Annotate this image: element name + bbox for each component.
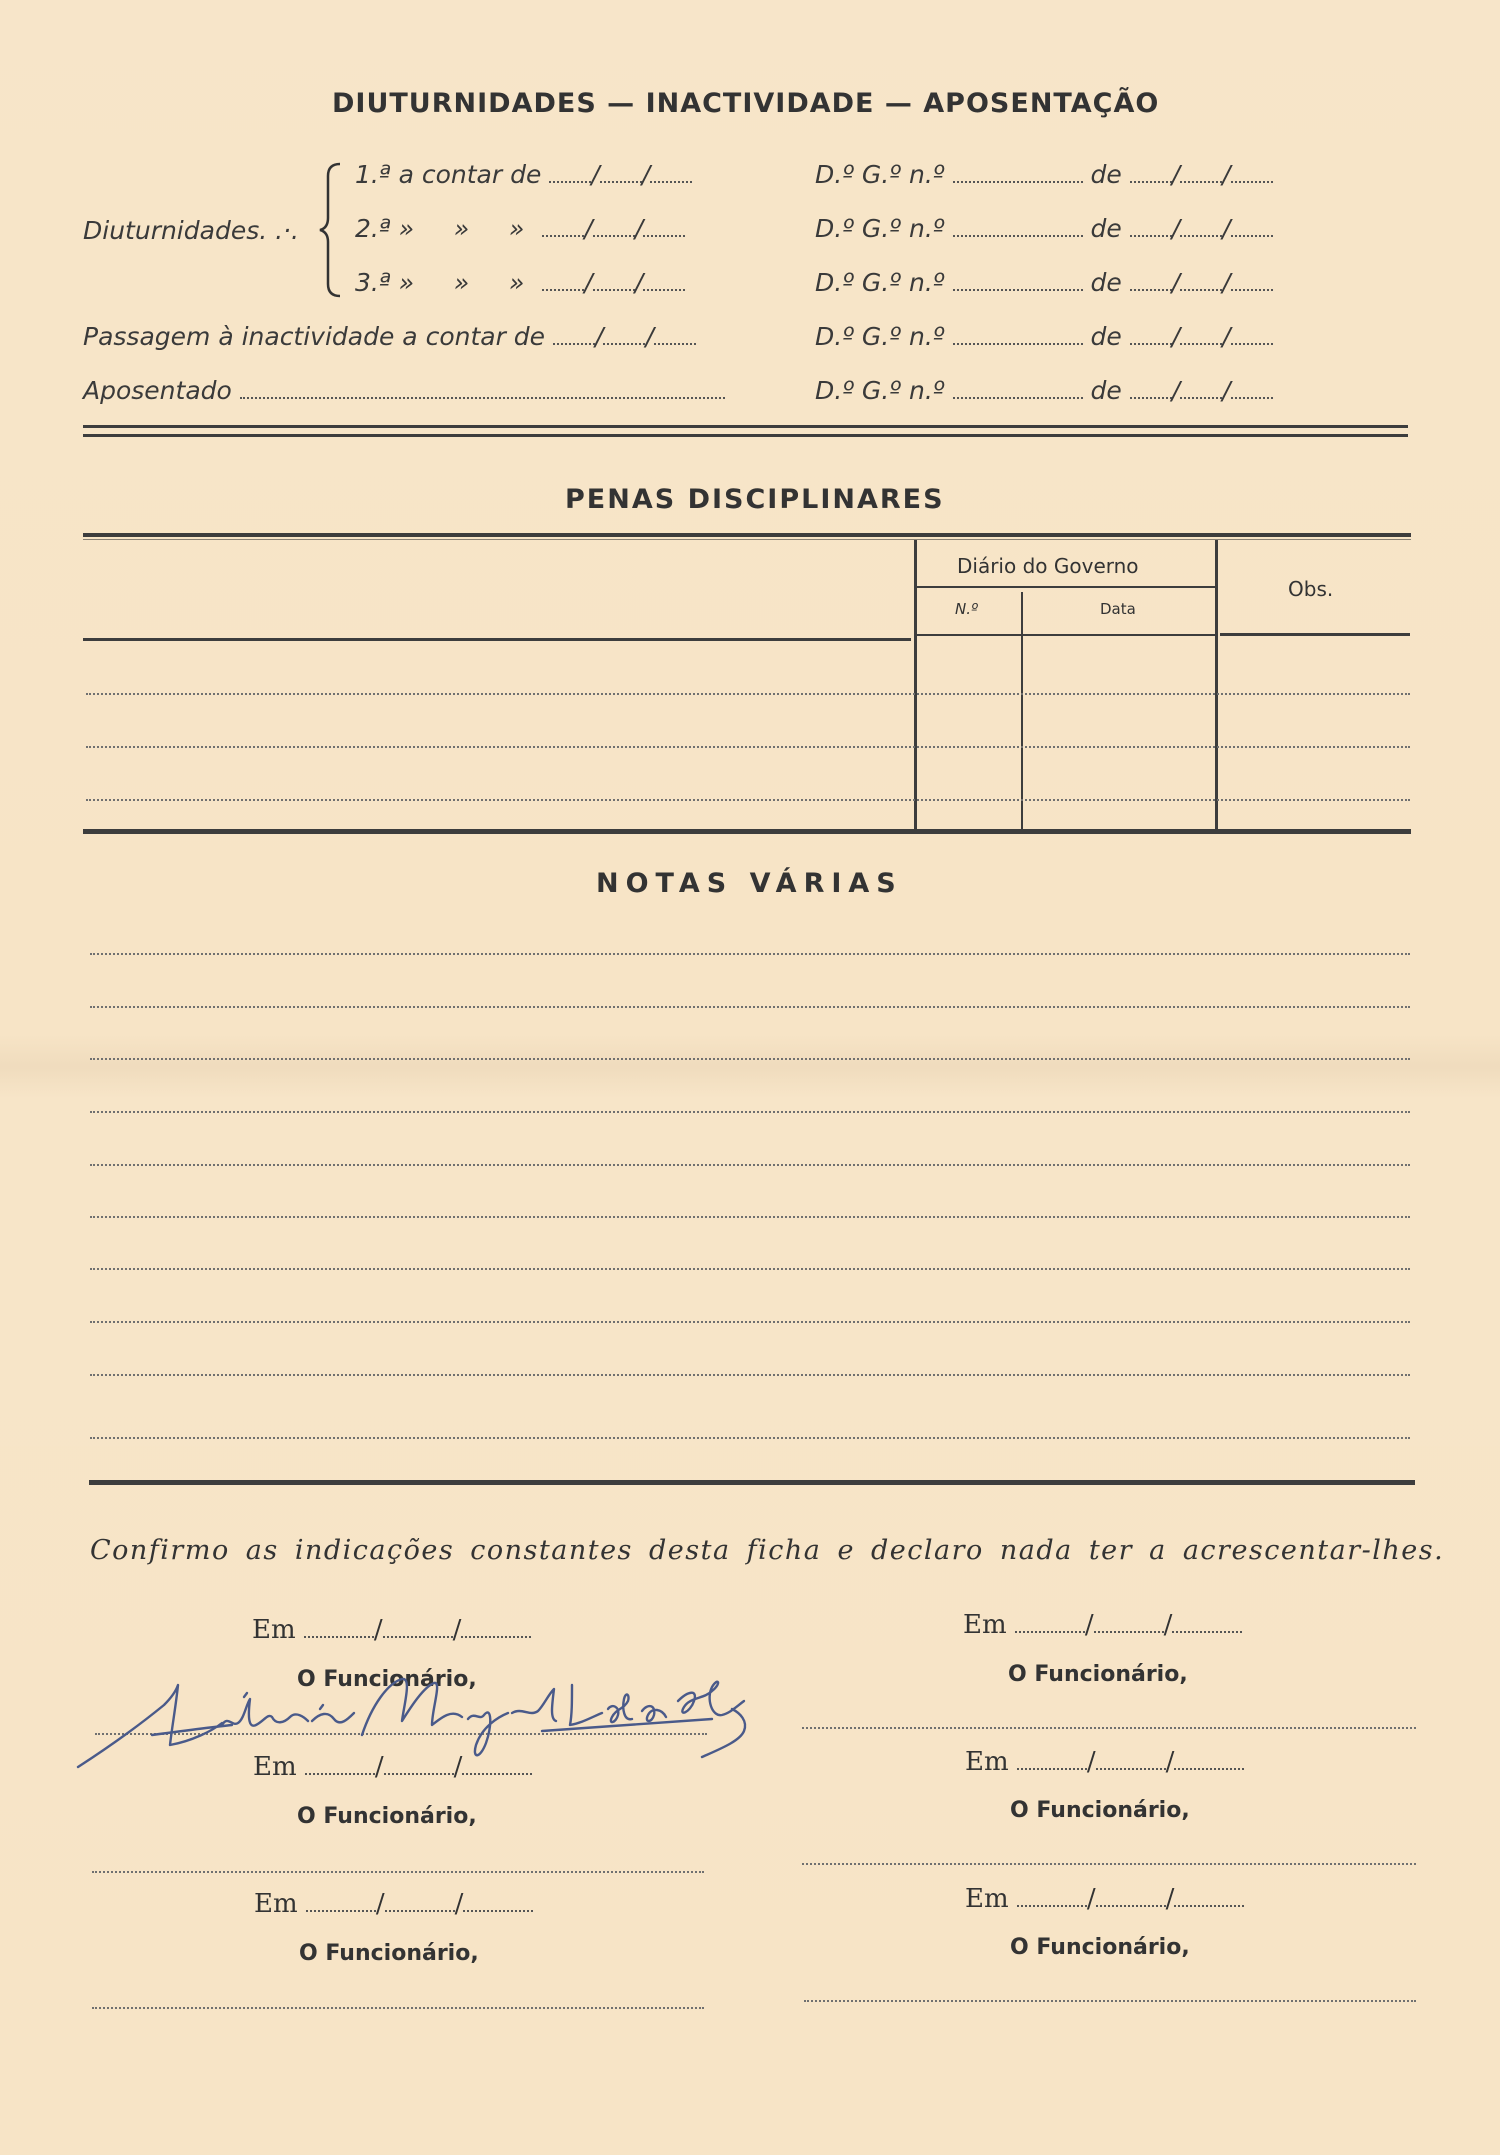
year-field[interactable] (462, 1773, 532, 1775)
signature-line-left-3[interactable] (92, 2007, 704, 2009)
slash: / (454, 1889, 464, 1919)
month-field[interactable] (1180, 235, 1222, 237)
month-field[interactable] (1096, 1768, 1166, 1770)
notes-line[interactable] (90, 1374, 1410, 1376)
month-field[interactable] (1180, 181, 1222, 183)
aposentado-label: Aposentado (83, 376, 232, 405)
slash: / (1171, 214, 1181, 243)
day-field[interactable] (1130, 343, 1172, 345)
day-field[interactable] (1017, 1768, 1087, 1770)
notes-line[interactable] (90, 1058, 1410, 1060)
funcionario-label-right-3: O Funcionário, (1010, 1935, 1190, 1960)
year-field[interactable] (461, 1636, 531, 1638)
year-field[interactable] (1231, 289, 1273, 291)
slash: / (1222, 376, 1231, 405)
em-label: Em (253, 1752, 297, 1782)
aposentado-row (83, 376, 725, 405)
year-field[interactable] (643, 289, 685, 291)
slash: / (1165, 1747, 1175, 1777)
header-bottom-rule (83, 638, 911, 641)
dg-label: D.º G.º n.º (815, 160, 945, 189)
year-field[interactable] (1231, 397, 1273, 399)
table-top-rule (83, 539, 1411, 540)
day-field[interactable] (549, 181, 591, 183)
dg-row-1 (815, 160, 1273, 189)
day-field[interactable] (305, 1773, 375, 1775)
de-label: de (1090, 160, 1122, 189)
section-title-diuturnidades: DIUTURNIDADES — INACTIVIDADE — APOSENTAÇÃO (332, 88, 1160, 119)
month-field[interactable] (593, 235, 635, 237)
em-label: Em (965, 1884, 1009, 1914)
day-field[interactable] (1017, 1905, 1087, 1907)
dg-label: D.º G.º n.º (815, 376, 945, 405)
de-label: de (1090, 214, 1122, 243)
slash: / (1171, 160, 1181, 189)
table-row[interactable] (86, 746, 1410, 748)
header-bottom-rule (1220, 633, 1410, 636)
signature-line-left-2[interactable] (92, 1871, 704, 1873)
notes-line[interactable] (90, 1216, 1410, 1218)
month-field[interactable] (385, 1910, 455, 1912)
slash: / (584, 268, 593, 297)
slash: / (452, 1615, 462, 1645)
day-field[interactable] (1130, 289, 1172, 291)
section-divider (83, 434, 1408, 437)
year-field[interactable] (1174, 1905, 1244, 1907)
funcionario-label-left-1: O Funcionário, (297, 1667, 477, 1692)
day-field[interactable] (542, 235, 584, 237)
date-line-left-2 (253, 1752, 532, 1782)
dg-number-field[interactable] (953, 289, 1083, 291)
section-title-notas: NOTAS VÁRIAS (596, 868, 903, 899)
dg-row-2 (815, 214, 1273, 243)
dg-row-5 (815, 376, 1273, 405)
notes-line[interactable] (90, 1437, 1410, 1439)
notes-line[interactable] (90, 1321, 1410, 1323)
day-field[interactable] (304, 1636, 374, 1638)
notes-bottom-rule (89, 1480, 1415, 1485)
em-label: Em (965, 1747, 1009, 1777)
section-divider (83, 425, 1408, 428)
row-prefix: 3.ª » » » (355, 268, 525, 297)
slash: / (1171, 376, 1181, 405)
day-field[interactable] (306, 1910, 376, 1912)
year-field[interactable] (463, 1910, 533, 1912)
date-line-right-2 (965, 1747, 1244, 1777)
dg-number-field[interactable] (953, 397, 1083, 399)
dg-number-field[interactable] (953, 235, 1083, 237)
section-title-penas: PENAS DISCIPLINARES (565, 484, 945, 515)
passagem-label: Passagem à inactividade a contar de (83, 322, 546, 351)
notes-line[interactable] (90, 1268, 1410, 1270)
aposentado-field[interactable] (240, 397, 725, 399)
slash: / (634, 268, 644, 297)
diario-header-rule (917, 586, 1215, 588)
funcionario-label-left-3: O Funcionário, (299, 1941, 479, 1966)
slash: / (584, 214, 593, 243)
funcionario-label-left-2: O Funcionário, (297, 1804, 477, 1829)
table-row[interactable] (86, 693, 1410, 695)
slash: / (1171, 322, 1181, 351)
year-field[interactable] (1231, 343, 1273, 345)
month-field[interactable] (1180, 397, 1222, 399)
month-field[interactable] (600, 181, 642, 183)
dg-label: D.º G.º n.º (815, 214, 945, 243)
row-prefix: 2.ª » » » (355, 214, 525, 243)
slash: / (1222, 322, 1231, 351)
dg-label: D.º G.º n.º (815, 268, 945, 297)
table-row[interactable] (86, 799, 1410, 801)
month-field[interactable] (603, 343, 645, 345)
funcionario-label-right-1: O Funcionário, (1008, 1662, 1188, 1687)
month-field[interactable] (1096, 1905, 1166, 1907)
slash: / (1163, 1610, 1173, 1640)
table-vline (1021, 592, 1023, 832)
signature-line-right-1[interactable] (802, 1727, 1416, 1729)
brace-icon (318, 160, 348, 300)
slash: / (1086, 1747, 1096, 1777)
slash: / (1222, 268, 1231, 297)
diario-header: Diário do Governo (957, 554, 1139, 578)
col-obs-header: Obs. (1288, 577, 1334, 601)
signature-line-right-2[interactable] (802, 1863, 1416, 1865)
slash: / (591, 160, 600, 189)
slash: / (1222, 160, 1231, 189)
em-label: Em (963, 1610, 1007, 1640)
slash: / (1222, 214, 1231, 243)
year-field[interactable] (643, 235, 685, 237)
month-field[interactable] (1180, 289, 1222, 291)
date-line-right-3 (965, 1884, 1244, 1914)
day-field[interactable] (1130, 181, 1172, 183)
year-field[interactable] (654, 343, 696, 345)
de-label: de (1090, 322, 1122, 351)
date-line-right-1 (963, 1610, 1242, 1640)
slash: / (375, 1889, 385, 1919)
table-vline (1215, 540, 1218, 832)
table-vline (914, 540, 917, 832)
table-top-rule (83, 533, 1411, 537)
col-data-header: Data (1100, 600, 1136, 618)
dg-number-field[interactable] (953, 343, 1083, 345)
header-bottom-rule (917, 634, 1215, 636)
day-field[interactable] (542, 289, 584, 291)
year-field[interactable] (1231, 181, 1273, 183)
month-field[interactable] (383, 1636, 453, 1638)
year-field[interactable] (650, 181, 692, 183)
slash: / (373, 1615, 383, 1645)
slash: / (641, 160, 651, 189)
de-label: de (1090, 376, 1122, 405)
date-line-left-3 (254, 1889, 533, 1919)
day-field[interactable] (553, 343, 595, 345)
slash: / (634, 214, 644, 243)
month-field[interactable] (593, 289, 635, 291)
day-field[interactable] (1130, 235, 1172, 237)
diuturnidade-row-1 (355, 160, 692, 189)
dg-label: D.º G.º n.º (815, 322, 945, 351)
diuturnidades-label: Diuturnidades. .·. (83, 216, 299, 245)
slash: / (1165, 1884, 1175, 1914)
notes-line[interactable] (90, 953, 1410, 955)
slash: / (374, 1752, 384, 1782)
col-numero-header: N.º (955, 600, 979, 618)
day-field[interactable] (1015, 1631, 1085, 1633)
year-field[interactable] (1174, 1768, 1244, 1770)
month-field[interactable] (1094, 1631, 1164, 1633)
year-field[interactable] (1231, 235, 1273, 237)
date-line-left-1 (252, 1615, 531, 1645)
slash: / (453, 1752, 463, 1782)
slash: / (645, 322, 654, 351)
notes-line[interactable] (90, 1006, 1410, 1008)
year-field[interactable] (1172, 1631, 1242, 1633)
slash: / (1086, 1884, 1096, 1914)
dg-row-4 (815, 322, 1273, 351)
month-field[interactable] (384, 1773, 454, 1775)
slash: / (1171, 268, 1181, 297)
slash: / (1084, 1610, 1094, 1640)
diuturnidade-row-2 (355, 214, 685, 243)
signature-line-right-3[interactable] (804, 2000, 1416, 2002)
notes-line[interactable] (90, 1164, 1410, 1166)
confirmation-statement: Confirmo as indicações constantes desta ficha e declaro nada ter a acrescentar-lhes. (90, 1535, 1445, 1566)
diuturnidade-row-3 (355, 268, 685, 297)
de-label: de (1090, 268, 1122, 297)
day-field[interactable] (1130, 397, 1172, 399)
dg-row-3 (815, 268, 1273, 297)
dg-number-field[interactable] (953, 181, 1083, 183)
row-prefix: 1.ª a contar de (355, 160, 542, 189)
table-bottom-rule (83, 829, 1411, 834)
em-label: Em (254, 1889, 298, 1919)
notes-line[interactable] (90, 1111, 1410, 1113)
em-label: Em (252, 1615, 296, 1645)
month-field[interactable] (1180, 343, 1222, 345)
passagem-row (83, 322, 696, 351)
slash: / (595, 322, 604, 351)
funcionario-label-right-2: O Funcionário, (1010, 1798, 1190, 1823)
